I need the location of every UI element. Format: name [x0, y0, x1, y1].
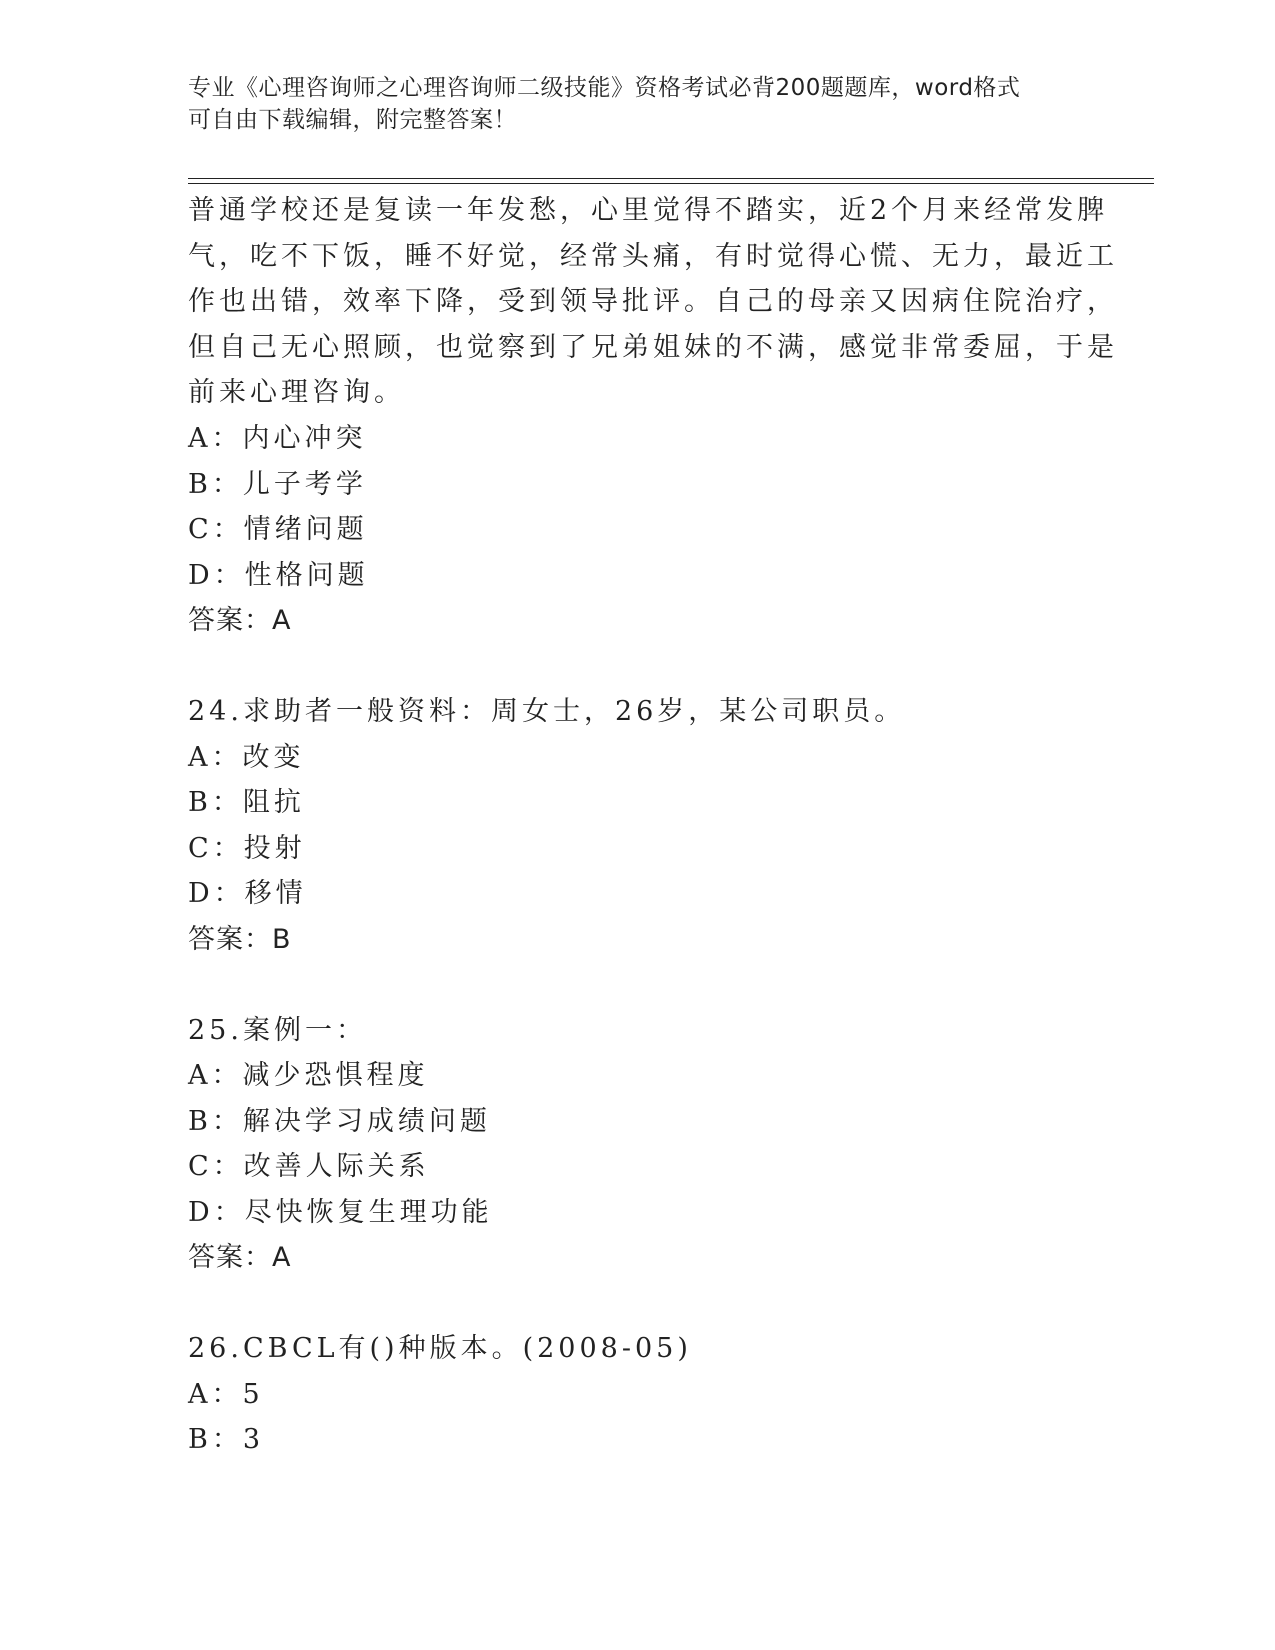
- question-stem-line: 作也出错，效率下降，受到领导批评。自己的母亲又因病住院治疗，: [188, 286, 1118, 318]
- question-spacer: [188, 644, 1088, 689]
- question-23: [188, 188, 1118, 644]
- option-d: D：尽快恢复生理功能: [188, 1196, 493, 1228]
- option-d: D：移情: [188, 878, 307, 910]
- option-b: B：儿子考学: [188, 468, 367, 500]
- question-stem-line: 气，吃不下饭，睡不好觉，经常头痛，有时觉得心慌、无力，最近工: [188, 240, 1118, 272]
- question-stem: 26.CBCL有()种版本。(2008-05): [188, 1333, 692, 1365]
- answer-line: 答案：A: [188, 605, 292, 637]
- question-26: [188, 1326, 1088, 1463]
- question-stem-line: 普通学校还是复读一年发愁，心里觉得不踏实，近2个月来经常发脾: [188, 195, 1109, 226]
- option-c: C：情绪问题: [188, 514, 368, 546]
- option-a: A：减少恐惧程度: [188, 1060, 429, 1092]
- document-header: [188, 72, 1068, 136]
- option-c: C：投射: [188, 832, 306, 864]
- header-divider-bottom: [188, 183, 1154, 184]
- answer-line: 答案：A: [188, 1242, 292, 1274]
- question-24: [188, 689, 1088, 963]
- question-stem-line: 前来心理咨询。: [188, 377, 405, 409]
- header-title-line-2: 可自由下载编辑，附完整答案！: [188, 107, 517, 133]
- header-title-line-1: 专业《心理咨询师之心理咨询师二级技能》资格考试必背200题题库，word格式: [188, 75, 1021, 101]
- question-stem-line: 但自己无心照顾，也觉察到了兄弟姐妹的不满，感觉非常委屈，于是: [188, 331, 1118, 363]
- answer-line: 答案：B: [188, 923, 292, 955]
- option-b: B：3: [188, 1424, 265, 1456]
- question-spacer: [188, 1281, 1088, 1326]
- option-c: C：改善人际关系: [188, 1151, 430, 1183]
- question-list: [188, 188, 1118, 1463]
- option-a: A：改变: [188, 741, 305, 773]
- question-25: [188, 1008, 1088, 1282]
- question-stem: 24.求助者一般资料：周女士，26岁，某公司职员。: [188, 695, 906, 727]
- option-b: B：解决学习成绩问题: [188, 1105, 491, 1137]
- option-b: B：阻抗: [188, 787, 305, 819]
- option-a: A：内心冲突: [188, 422, 367, 454]
- header-divider-top: [188, 178, 1154, 179]
- question-stem: 25.案例一：: [188, 1014, 367, 1046]
- question-spacer: [188, 963, 1088, 1008]
- option-a: A：5: [188, 1378, 264, 1410]
- option-d: D：性格问题: [188, 559, 369, 591]
